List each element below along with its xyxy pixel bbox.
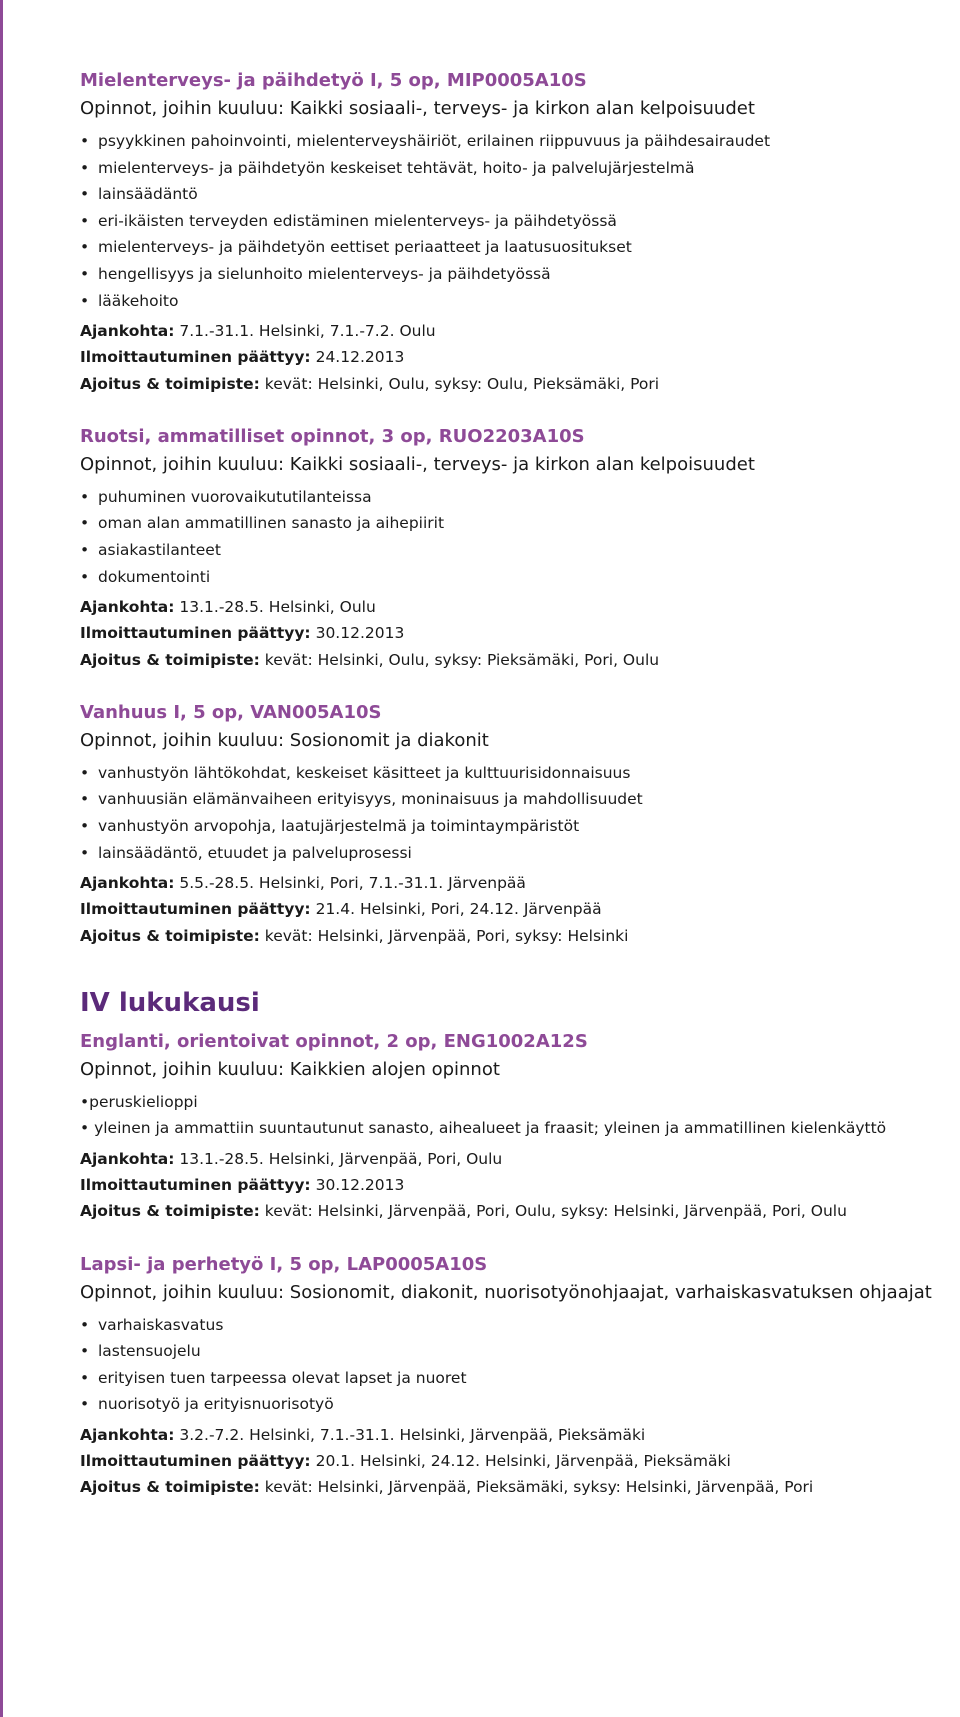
registration-label: Ilmoittautuminen päättyy:: [80, 624, 311, 643]
timing-location-line: [80, 1474, 955, 1500]
course-block: [80, 700, 955, 949]
timing-location-value: kevät: Helsinki, Järvenpää, Pieksämäki, syksy: Helsinki, Järvenpää, Pori: [264, 1478, 814, 1497]
registration-line: [80, 1172, 955, 1198]
schedule-label: Ajankohta:: [80, 1425, 175, 1444]
course-title: Lapsi- ja perhetyö I, 5 op, LAP0005A10S: [80, 1253, 488, 1275]
course-block: [80, 1252, 955, 1501]
registration-value: 30.12.2013: [315, 624, 405, 643]
schedule-label: Ajankohta:: [80, 322, 175, 341]
topic-list: [80, 1312, 955, 1418]
topic-item: • yleinen ja ammattiin suuntautunut sanasto, aihealueet ja fraasit; yleinen ja ammatillinen kielenkäyttö: [80, 1119, 887, 1138]
timing-location-value: kevät: Helsinki, Järvenpää, Pori, Oulu, syksy: Helsinki, Järvenpää, Pori, Oulu: [264, 1202, 847, 1221]
schedule-label: Ajankohta:: [80, 874, 175, 893]
registration-line: [80, 620, 955, 646]
schedule-value: 3.2.-7.2. Helsinki, 7.1.-31.1. Helsinki, Järvenpää, Pieksämäki: [179, 1425, 646, 1444]
timing-location-line: [80, 371, 955, 397]
topic-item: • oman alan ammatillinen sanasto ja aihepiirit: [80, 510, 955, 537]
timing-location-label: Ajoitus & toimipiste:: [80, 926, 260, 945]
topic-item: • lainsäädäntö: [80, 181, 955, 208]
registration-line: [80, 1448, 955, 1474]
registration-value: 30.12.2013: [315, 1176, 405, 1195]
timing-location-value: kevät: Helsinki, Järvenpää, Pori, syksy: Helsinki: [264, 926, 629, 945]
topic-item: • psyykkinen pahoinvointi, mielenterveyshäiriöt, erilainen riippuvuus ja päihdesairaudet: [80, 128, 955, 155]
schedule-value: 5.5.-28.5. Helsinki, Pori, 7.1.-31.1. Järvenpää: [179, 874, 526, 893]
registration-value: 24.12.2013: [315, 348, 405, 367]
course-title: Englanti, orientoivat opinnot, 2 op, ENG1002A12S: [80, 1030, 588, 1052]
registration-value: 20.1. Helsinki, 24.12. Helsinki, Järvenpää, Pieksämäki: [315, 1452, 731, 1471]
topic-list: [80, 760, 955, 866]
registration-line: [80, 344, 955, 370]
left-border-rule: [0, 0, 3, 1717]
timing-location-line: [80, 923, 955, 949]
course-audience: Opinnot, joihin kuuluu: Kaikkien alojen opinnot: [80, 1058, 500, 1080]
topic-item: • erityisen tuen tarpeessa olevat lapset ja nuoret: [80, 1365, 955, 1392]
registration-label: Ilmoittautuminen päättyy:: [80, 900, 311, 919]
topic-item: • vanhuusiän elämänvaiheen erityisyys, moninaisuus ja mahdollisuudet: [80, 786, 955, 813]
section-heading: IV lukukausi: [80, 987, 260, 1018]
topic-item: • vanhustyön arvopohja, laatujärjestelmä ja toimintaympäristöt: [80, 813, 955, 840]
course-block: [80, 424, 955, 673]
schedule-value: 7.1.-31.1. Helsinki, 7.1.-7.2. Oulu: [179, 322, 436, 341]
course-audience: Opinnot, joihin kuuluu: Kaikki sosiaali-, terveys- ja kirkon alan kelpoisuudet: [80, 98, 755, 119]
timing-location-label: Ajoitus & toimipiste:: [80, 650, 260, 669]
schedule-value: 13.1.-28.5. Helsinki, Järvenpää, Pori, Oulu: [179, 1149, 503, 1168]
timing-location-label: Ajoitus & toimipiste:: [80, 1478, 260, 1497]
topic-item: • asiakastilanteet: [80, 537, 955, 564]
topic-item: • nuorisotyö ja erityisnuorisotyö: [80, 1391, 955, 1418]
course-audience: Opinnot, joihin kuuluu: Sosionomit, diakonit, nuorisotyönohjaajat, varhaiskasvatuksen ohjaajat: [80, 1281, 932, 1303]
course-title: Ruotsi, ammatilliset opinnot, 3 op, RUO2203A10S: [80, 425, 585, 447]
schedule-line: [80, 1422, 955, 1448]
topic-item: • mielenterveys- ja päihdetyön eettiset periaatteet ja laatusuositukset: [80, 234, 955, 261]
course-audience: Opinnot, joihin kuuluu: Sosionomit ja diakonit: [80, 729, 489, 751]
schedule-line: [80, 870, 955, 896]
registration-line: [80, 896, 955, 922]
schedule-line: [80, 594, 955, 620]
schedule-line: [80, 1146, 955, 1172]
timing-location-value: kevät: Helsinki, Oulu, syksy: Pieksämäki, Pori, Oulu: [264, 650, 660, 669]
schedule-label: Ajankohta:: [80, 598, 175, 617]
topic-item: • lääkehoito: [80, 288, 955, 315]
page-content: [80, 68, 955, 1528]
timing-location-label: Ajoitus & toimipiste:: [80, 1202, 260, 1221]
timing-location-line: [80, 1198, 955, 1224]
topic-item: • hengellisyys ja sielunhoito mielenterveys- ja päihdetyössä: [80, 261, 955, 288]
course-audience: Opinnot, joihin kuuluu: Kaikki sosiaali-, terveys- ja kirkon alan kelpoisuudet: [80, 453, 755, 475]
topic-item: •peruskielioppi: [80, 1092, 198, 1111]
topic-item: • lastensuojelu: [80, 1338, 955, 1365]
topic-item: • varhaiskasvatus: [80, 1312, 955, 1339]
topic-item: • dokumentointi: [80, 564, 955, 591]
topic-item: • puhuminen vuorovaikututilanteissa: [80, 484, 955, 511]
timing-location-line: [80, 647, 955, 673]
timing-location-value: kevät: Helsinki, Oulu, syksy: Oulu, Pieksämäki, Pori: [264, 374, 660, 393]
topic-list: [80, 484, 955, 590]
registration-label: Ilmoittautuminen päättyy:: [80, 1452, 311, 1471]
topic-item: • lainsäädäntö, etuudet ja palveluprosessi: [80, 840, 955, 867]
topic-item: • mielenterveys- ja päihdetyön keskeiset tehtävät, hoito- ja palvelujärjestelmä: [80, 155, 955, 182]
course-block: [80, 1029, 955, 1225]
schedule-value: 13.1.-28.5. Helsinki, Oulu: [179, 598, 376, 617]
course-title: Mielenterveys- ja päihdetyö I, 5 op, MIP0005A10S: [80, 70, 587, 91]
schedule-line: [80, 318, 955, 344]
registration-label: Ilmoittautuminen päättyy:: [80, 348, 311, 367]
registration-value: 21.4. Helsinki, Pori, 24.12. Järvenpää: [315, 900, 602, 919]
topic-list: [80, 128, 955, 314]
topic-list: [80, 1089, 955, 1142]
timing-location-label: Ajoitus & toimipiste:: [80, 374, 260, 393]
course-block: [80, 68, 955, 397]
topic-item: • eri-ikäisten terveyden edistäminen mielenterveys- ja päihdetyössä: [80, 208, 955, 235]
registration-label: Ilmoittautuminen päättyy:: [80, 1176, 311, 1195]
course-title: Vanhuus I, 5 op, VAN005A10S: [80, 701, 382, 723]
schedule-label: Ajankohta:: [80, 1149, 175, 1168]
topic-item: • vanhustyön lähtökohdat, keskeiset käsitteet ja kulttuurisidonnaisuus: [80, 760, 955, 787]
